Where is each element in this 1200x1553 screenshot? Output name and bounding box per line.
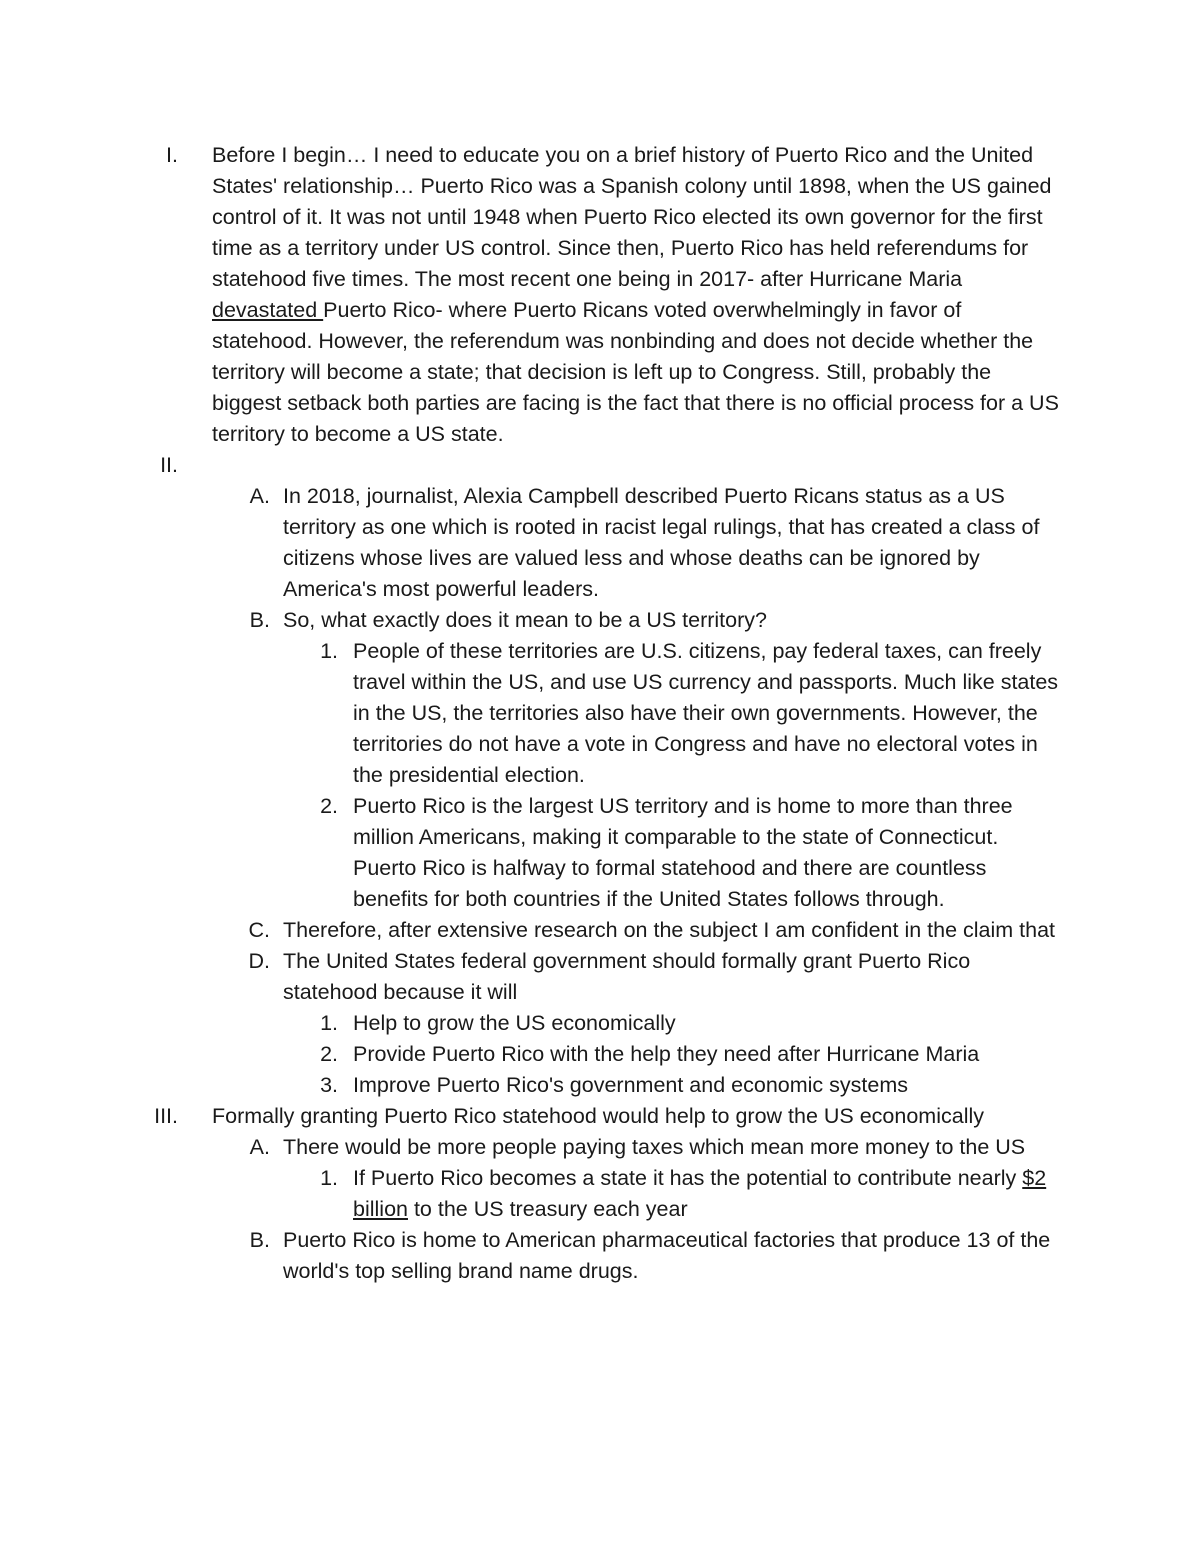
list-marker: III. bbox=[154, 1104, 178, 1128]
outline-item-2d3 bbox=[0, 1070, 1200, 1101]
paragraph-text: People of these territories are U.S. citizens, pay federal taxes, can freely travel within the US, and use US currency and passports. Much like states in the US, the territories also have their own governments. However, the territories do not have a vote in Congress and have no electoral votes in the presidential election. bbox=[353, 639, 1059, 787]
outline-item-2d2 bbox=[0, 1039, 1200, 1070]
list-marker: 1. bbox=[320, 1011, 338, 1035]
paragraph-text: Puerto Rico is home to American pharmaceutical factories that produce 13 of the world's top selling brand name drugs. bbox=[283, 1228, 1051, 1283]
paragraph-text: In 2018, journalist, Alexia Campbell described Puerto Ricans status as a US territory as one which is rooted in racist legal rulings, that has created a class of citizens whose lives are valued less and whose deaths can be ignored by America's most powerful leaders. bbox=[283, 484, 1040, 601]
list-marker: I. bbox=[166, 143, 178, 167]
outline-item-2c bbox=[0, 915, 1200, 946]
devastated-link[interactable]: devastated bbox=[212, 298, 324, 322]
text-segment: Before I begin… I need to educate you on a brief history of Puerto Rico and the United States' relationship… Puerto Rico was a Spanish colony until 1898, when the US gained control of it. It was not until 1948 when Puerto Rico elected its own governor for the first time as a territory under US control. Since then, Puerto Rico has held referendums for statehood five times. The most recent one being in 2017- after Hurricane Maria bbox=[212, 143, 1052, 291]
outline-item-2d bbox=[0, 946, 1200, 1008]
outline-item-1 bbox=[0, 140, 1200, 450]
list-marker: C. bbox=[248, 918, 270, 942]
outline-item-2b1 bbox=[0, 636, 1200, 791]
outline-item-2a bbox=[0, 481, 1200, 605]
paragraph-text bbox=[353, 1163, 1063, 1225]
two-billion-link[interactable]: $2 billion bbox=[353, 1166, 1047, 1221]
outline-item-3b bbox=[0, 1225, 1200, 1287]
paragraph-text: The United States federal government should formally grant Puerto Rico statehood because it will bbox=[283, 949, 971, 1004]
text-segment: Puerto Rico- where Puerto Ricans voted overwhelmingly in favor of statehood. However, the referendum was nonbinding and does not decide whether the territory will become a state; that decision is left up to Congress. Still, probably the biggest setback both parties are facing is the fact that there is no official process for a US territory to become a US state. bbox=[212, 298, 1059, 446]
outline-item-2 bbox=[0, 450, 1200, 481]
list-marker: B. bbox=[249, 608, 270, 632]
paragraph-text: Provide Puerto Rico with the help they need after Hurricane Maria bbox=[353, 1042, 980, 1066]
paragraph-text bbox=[212, 140, 1062, 450]
paragraph-text: Puerto Rico is the largest US territory and is home to more than three million Americans, making it comparable to the state of Connecticut. Puerto Rico is halfway to formal statehood and there are countless benefits for both countries if the United States follows through. bbox=[353, 794, 1013, 911]
outline-item-3 bbox=[0, 1101, 1200, 1132]
outline-item-2b bbox=[0, 605, 1200, 636]
paragraph-text bbox=[212, 450, 1062, 481]
outline-item-3a bbox=[0, 1132, 1200, 1163]
outline-item-2d1 bbox=[0, 1008, 1200, 1039]
outline-item-2b2 bbox=[0, 791, 1200, 915]
list-marker: B. bbox=[249, 1228, 270, 1252]
list-marker: II. bbox=[160, 453, 178, 477]
paragraph-text: Therefore, after extensive research on the subject I am confident in the claim that bbox=[283, 918, 1056, 942]
list-marker: 1. bbox=[320, 1166, 338, 1190]
text-segment: to the US treasury each year bbox=[407, 1197, 688, 1221]
paragraph-text: So, what exactly does it mean to be a US territory? bbox=[283, 608, 767, 632]
paragraph-text: There would be more people paying taxes which mean more money to the US bbox=[283, 1135, 1026, 1159]
list-marker: 2. bbox=[320, 794, 338, 818]
list-marker: 3. bbox=[320, 1073, 338, 1097]
outline-item-3a1 bbox=[0, 1163, 1200, 1225]
outline bbox=[0, 140, 1200, 1287]
list-marker: 1. bbox=[320, 639, 338, 663]
list-marker: A. bbox=[249, 484, 270, 508]
text-segment: If Puerto Rico becomes a state it has the potential to contribute nearly bbox=[353, 1166, 1023, 1190]
paragraph-text: Formally granting Puerto Rico statehood would help to grow the US economically bbox=[212, 1104, 985, 1128]
list-marker: D. bbox=[248, 949, 270, 973]
paragraph-text: Help to grow the US economically bbox=[353, 1011, 676, 1035]
paragraph-text: Improve Puerto Rico's government and economic systems bbox=[353, 1073, 908, 1097]
list-marker: 2. bbox=[320, 1042, 338, 1066]
list-marker: A. bbox=[249, 1135, 270, 1159]
